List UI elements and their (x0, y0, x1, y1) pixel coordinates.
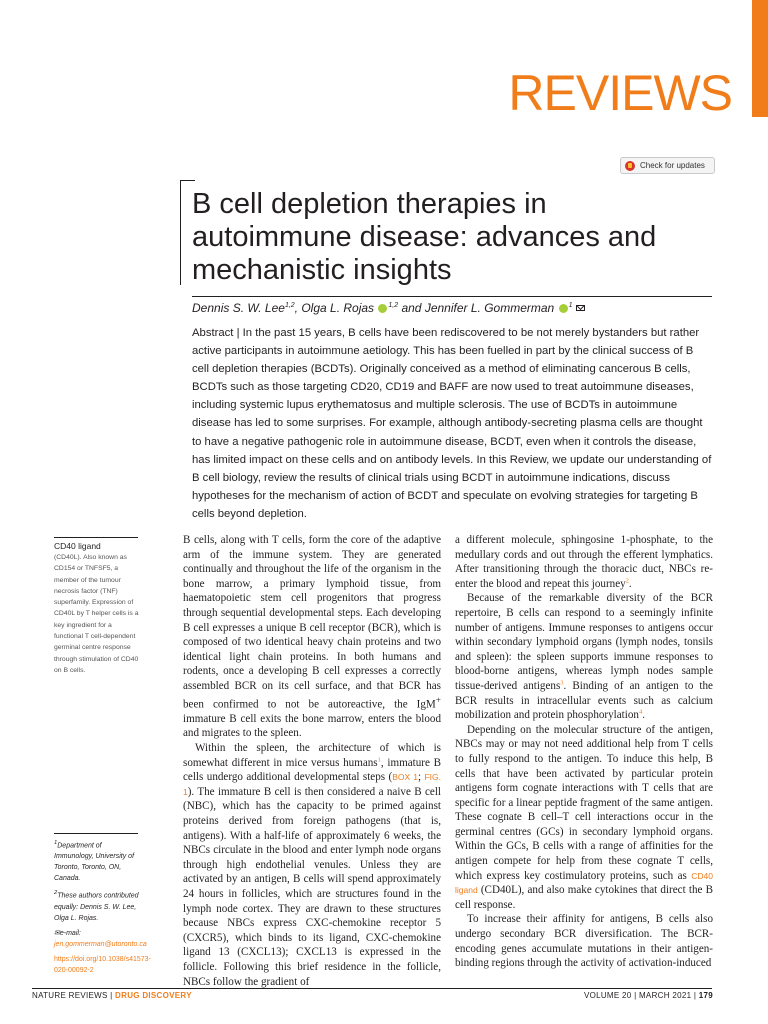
paragraph-text: . (642, 709, 645, 722)
section-color-bar (752, 0, 768, 117)
paragraph-text: immature B cell exits the bone marrow, enters the blood and migrates to the spleen. (183, 712, 441, 740)
orcid-icon[interactable] (559, 304, 568, 313)
crossmark-icon (625, 161, 635, 171)
paragraph-text: ). The immature B cell is then considered a naive B cell (NBC), which has the capacity to be primed against proteins derived from foreign pathogens (that is, antigens). With a half-life of approximately 6 weeks, the NBCs circulate in the blood and enter lymph node organs through high endothelial venules. Unless they are activated by an antigen, B cells will spend approximately 24 hours in follicles, which are structures found in the lymph node cortex. They are drawn to these structures because NBCs express CXC-chemokine receptor 5 (CXCR5), which binds to its ligand, CXC-chemokine ligand 13 (CXCL13); CXCL13 is expressed in the follicle. Following this brief residence in the follicle, NBCs follow the gradient of (183, 785, 441, 988)
affiliation-number: 1 (54, 840, 58, 846)
article-title: B cell depletion therapies in autoimmune disease: advances and mechanistic insights (192, 188, 657, 286)
paragraph (183, 533, 441, 741)
paragraph-text: a different molecule, sphingosine 1-phosphate, to the medullary cords and out through the efferent lymphatics. After transitioning through the thoracic duct, NBCs re-enter the blood and repeat this journey (455, 534, 713, 590)
box-link[interactable]: BOX 1 (392, 772, 418, 783)
orcid-icon[interactable] (378, 304, 387, 313)
check-for-updates-button[interactable] (620, 157, 715, 174)
glossary-box (54, 541, 140, 676)
section-heading: REVIEWS (508, 65, 732, 121)
author-name: Dennis S. W. Lee (192, 301, 285, 315)
title-rule-horizontal (180, 180, 195, 181)
email-link[interactable]: jen.gommerman@utoronto.ca (54, 940, 147, 948)
body-column-1 (183, 533, 441, 989)
author-affiliation-ref: 1,2 (284, 302, 295, 309)
paragraph-text: , immature B cells undergo additional developmental steps ( (183, 756, 441, 784)
paragraph-text: ; (417, 771, 425, 784)
doi-link[interactable]: https://doi.org/10.1038/s41573-020-00092-2 (54, 955, 151, 974)
glossary-definition: (CD40L). Also known as CD154 or TNFSF5, a member of the tumour necrosis factor (TNF) superfamily. Expression of CD40L by T helper cells is a key ingredient for a functional T cell-dependent germinal centre response through stimulation of CD40 on B cells. (54, 554, 139, 674)
paragraph-text: Depending on the molecular structure of the antigen, NBCs may or may not need additional help from T cells to fully respond to the antigen. To induce this help, B cells that have been activated by particular protein antigens form cognate interactions with T cells that are specific for a linear peptide fragment of the same antigen. These cognate B cell–T cell interactions occur in the germinal centres (GCs) in secondary lymphoid organs. Within the GCs, B cells with a range of affinities for the antigen compete for help from these cognate T cells, which express key costimulatory proteins, such as (455, 723, 713, 882)
check-for-updates-label: Check for updates (640, 161, 705, 170)
equal-contribution-note: These authors contributed equally: Dennis S. W. Lee, Olga L. Rojas. (54, 892, 139, 922)
author-separator: , (294, 301, 302, 315)
journal-section: DRUG DISCOVERY (115, 991, 192, 1000)
footer-divider (32, 988, 712, 989)
superscript: + (435, 695, 441, 706)
reference-link[interactable]: 2 (625, 577, 629, 585)
paragraph (455, 723, 713, 913)
body-column-2 (455, 533, 713, 971)
affiliation-divider (54, 833, 138, 834)
volume-date: VOLUME 20 | MARCH 2021 | (583, 991, 699, 1000)
journal-title: NATURE REVIEWS | (32, 991, 116, 1000)
envelope-icon: ✉ (54, 929, 60, 937)
author-name: Jennifer L. Gommerman (424, 301, 555, 315)
affiliation-1: Department of Immunology, University of Toronto, Toronto, ON, Canada. (54, 842, 135, 883)
reference-link[interactable]: 1 (377, 755, 381, 763)
paragraph-text: (CD40L), and also make cytokines that direct the B cell response. (455, 884, 713, 911)
paragraph-text: . Binding of an antigen to the BCR results in intracellular events such as calcium mobilization and protein phosphorylation (455, 679, 713, 722)
journal-name (32, 991, 192, 1000)
author-divider (192, 296, 712, 297)
affiliation-number: 2 (54, 890, 58, 897)
author-affiliation-ref: 1 (568, 302, 573, 309)
issue-info (584, 991, 713, 1000)
reference-link[interactable]: 4 (638, 708, 643, 716)
figure-link[interactable]: FIG. 1 (183, 772, 442, 797)
glossary-link[interactable]: CD40 ligand (455, 870, 713, 896)
reference-link[interactable]: 3 (560, 679, 564, 687)
title-rule-vertical (180, 180, 181, 285)
author-name: Olga L. Rojas (301, 301, 375, 315)
paragraph: To increase their affinity for antigens, B cells also undergo secondary BCR diversification. The BCR-encoding genes accumulate mutations in their antigen-binding regions through the activity of activation-induced (455, 913, 713, 970)
glossary-term: CD40 ligand (54, 541, 101, 551)
author-separator: and (398, 301, 425, 315)
author-list (192, 301, 712, 315)
paragraph (183, 741, 441, 989)
paragraph-text: . (628, 577, 632, 590)
paragraph (455, 533, 713, 591)
glossary-divider (54, 537, 138, 538)
page-number: 179 (698, 991, 713, 1000)
affiliations (54, 838, 151, 980)
email-label: e-mail: (59, 929, 81, 937)
email-icon[interactable] (576, 305, 585, 311)
paragraph-text: Because of the remarkable diversity of the BCR repertoire, B cells can respond to a seemingly infinite number of antigens. Immune responses to antigens occur within secondary lymphoid organs (lymph nodes, tonsils and spleen): the spleen supports immune responses to blood-borne antigens, whereas lymph nodes sample tissue-derived antigens (455, 592, 713, 692)
paragraph (455, 591, 713, 722)
paragraph-text: Within the spleen, the architecture of which is somewhat different in mice versus humans (183, 742, 441, 769)
abstract: Abstract | In the past 15 years, B cells have been rediscovered to be not merely bystanders but rather active participants in autoimmune aetiology. This has been fuelled in part by the clinical success of B cell depletion therapies (BCDTs). Originally conceived as a method of eliminating cancerous B cells, BCDTs such as those targeting CD20, CD19 and BAFF are now used to treat autoimmune diseases, including systemic lupus erythematosus and multiple sclerosis. The use of BCDTs in autoimmune disease has led to some surprises. For example, although antibody-secreting plasma cells are thought to have a negative pathogenic role in autoimmune disease, BCDT, even when it controls the disease, has limited impact on these cells and on antibody levels. In this Review, we update our understanding of B cell biology, review the results of clinical trials using BCDT in autoimmune indications, discuss hypotheses for the mechanism of action of BCDT and speculate on evolving strategies for targeting B cells beyond depletion. (192, 327, 712, 520)
author-affiliation-ref: 1,2 (388, 302, 399, 309)
paragraph-text: B cells, along with T cells, form the core of the adaptive arm of the immune system. They are generated continually and throughout the life of the organism in the bone marrow, a primary lymphoid tissue, from haematopoietic stem cell progenitors that progress through sequential developmental steps. Each developing B cell expresses a unique B cell receptor (BCR), which is composed of two identical heavy chain proteins and two identical light chain proteins. In both humans and rodents, once a developing B cell expresses a correctly assembled BCR on its cell surface, and that BCR has been confirmed to not be autoreactive, the IgM (183, 534, 441, 711)
